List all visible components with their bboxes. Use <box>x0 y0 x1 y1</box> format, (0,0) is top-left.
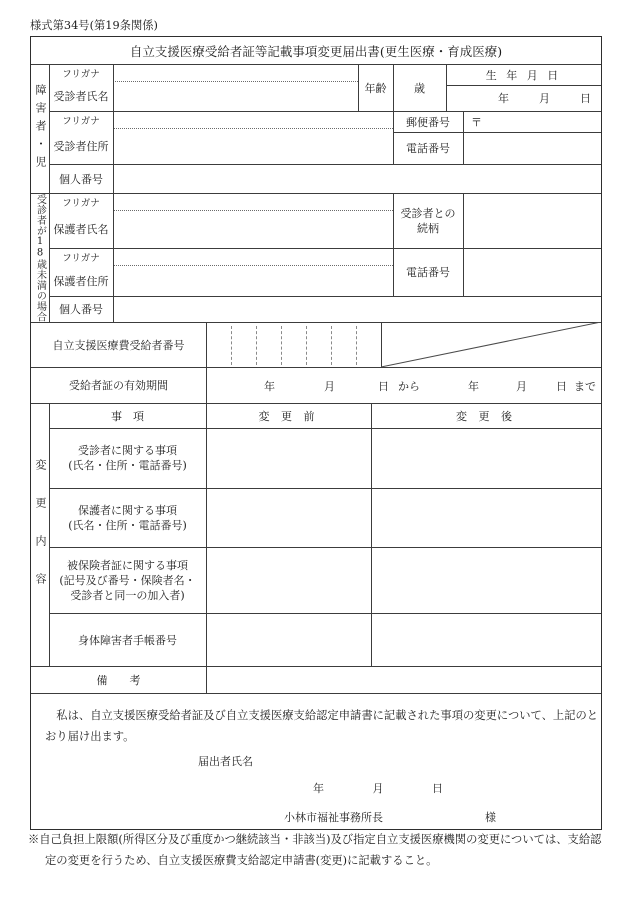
date-year-label: 年 <box>313 782 324 795</box>
patient-phone-label: 電話番号 <box>406 142 450 155</box>
guardian-address-label: 保護者住所 <box>53 274 109 288</box>
patient-address-label: 受診者住所 <box>53 140 109 153</box>
validity-input[interactable] <box>206 367 601 403</box>
form-title: 自立支援医療受給者証等記載事項変更届出書(更生医療・育成医療) <box>129 43 503 59</box>
change-row-insurance-label <box>49 547 206 613</box>
change-row-insurance-before-input[interactable] <box>206 547 371 613</box>
guardian-personal-number-label: 個人番号 <box>59 303 103 316</box>
change-row-guardian-label <box>49 488 206 547</box>
change-row-patient-before-input[interactable] <box>206 428 371 488</box>
side-label-patient-text: 障害者・児 <box>34 83 47 174</box>
relation-label-line2: 続柄 <box>417 221 439 235</box>
patient-furigana-label: フリガナ <box>62 68 100 80</box>
guardian-address-input[interactable] <box>113 265 393 296</box>
validity-month1: 月 <box>324 380 335 393</box>
patient-furigana-input[interactable] <box>113 64 358 81</box>
birthdate-input[interactable] <box>446 85 601 111</box>
declaration-line1: 私は、自立支援医療受給者証及び自立支援医療支給認定申請書に記載された事項の変更について、上記のと <box>45 709 599 722</box>
validity-year2: 年 <box>468 380 479 393</box>
patient-personal-number-label: 個人番号 <box>59 172 103 186</box>
patient-address-furigana-label: フリガナ <box>62 115 100 127</box>
form-table <box>30 36 602 830</box>
change-row-handbook-label: 身体障害者手帳番号 <box>78 633 177 647</box>
guardian-address-furigana-label: フリガナ <box>62 252 100 264</box>
side-label-guardian <box>31 193 49 322</box>
declaration-line2: おり届け出ます。 <box>45 730 135 743</box>
date-month-label: 月 <box>372 782 384 795</box>
guardian-personal-number-input[interactable] <box>113 296 601 322</box>
diagonal-strike <box>381 322 601 367</box>
relation-input[interactable] <box>463 193 601 248</box>
addressee-honorific: 様 <box>485 811 496 824</box>
footnote-line2: 定の変更を行うため、自立支援医療費支給認定申請書(変更)に記載すること。 <box>45 854 438 867</box>
guardian-address-furigana-input[interactable] <box>113 248 393 265</box>
remarks-input[interactable] <box>206 666 601 693</box>
guardian-name-input[interactable] <box>113 210 393 248</box>
guardian-furigana-label: フリガナ <box>62 197 100 209</box>
changes-header-before: 変 更 前 <box>258 409 319 423</box>
guardian-name-label: 保護者氏名 <box>53 223 109 236</box>
validity-year1: 年 <box>264 380 275 393</box>
validity-until: まで <box>574 380 596 393</box>
change-row-insurance-after-input[interactable] <box>371 547 601 613</box>
relation-label-line1: 受診者との <box>400 206 456 220</box>
remarks-label: 備 考 <box>96 673 141 687</box>
applicant-name-input[interactable] <box>271 747 571 769</box>
change-row-label-line: 受診者に関する事項 <box>78 444 177 457</box>
changes-header-item: 事 項 <box>111 409 144 423</box>
change-row-label-line: 保護者に関する事項 <box>78 503 177 517</box>
validity-label: 受給者証の有効期間 <box>69 379 168 392</box>
birth-month-label: 月 <box>539 92 550 105</box>
birth-year-label: 年 <box>498 92 509 105</box>
side-label-changes <box>31 403 49 666</box>
patient-name-label: 受診者氏名 <box>53 90 109 103</box>
side-label-changes-text: 変更内容 <box>34 458 47 611</box>
birthdate-label: 生 年 月 日 <box>485 68 562 82</box>
addressee-name: 小林市福祉事務所長 <box>284 811 383 824</box>
addressee-line <box>284 809 496 825</box>
line <box>31 693 601 694</box>
change-row-label-line: 受診者と同一の加入者) <box>70 588 185 602</box>
change-row-label-line: (氏名・住所・電話番号) <box>68 459 187 472</box>
validity-from: から <box>398 380 420 393</box>
form-code: 様式第34号(第19条関係) <box>30 19 158 32</box>
postal-code-label: 郵便番号 <box>406 115 450 129</box>
validity-month2: 月 <box>516 380 527 393</box>
side-label-guardian-text: 受診者が18歳未満の場合 <box>34 193 46 322</box>
applicant-name-label: 届出者氏名 <box>198 755 253 768</box>
guardian-phone-label: 電話番号 <box>406 266 450 279</box>
recipient-number-label: 自立支援医療費受給者番号 <box>52 338 185 352</box>
change-row-patient-label <box>49 428 206 488</box>
birth-day-label: 日 <box>580 92 591 105</box>
age-label: 年齢 <box>364 81 387 95</box>
change-row-label-line: (氏名・住所・電話番号) <box>68 518 187 532</box>
postal-mark: 〒 <box>471 115 482 129</box>
guardian-furigana-input[interactable] <box>113 193 393 210</box>
footnote-line1: ※自己負担上限額(所得区分及び重度かつ継続該当・非該当)及び指定自立支援医療機関の変更については、支給認 <box>28 833 602 846</box>
date-day-label: 日 <box>432 782 443 795</box>
declaration-date-input[interactable] <box>313 780 443 796</box>
changes-header-after: 変 更 後 <box>456 409 516 423</box>
change-row-patient-after-input[interactable] <box>371 428 601 488</box>
recipient-number-input[interactable] <box>206 322 381 367</box>
patient-address-furigana-input[interactable] <box>113 111 393 128</box>
change-row-guardian-before-input[interactable] <box>206 488 371 547</box>
validity-day1: 日 <box>378 380 389 393</box>
age-unit-label: 歳 <box>414 81 425 95</box>
side-label-patient <box>31 64 49 193</box>
patient-address-input[interactable] <box>113 128 393 164</box>
change-row-handbook-after-input[interactable] <box>371 613 601 666</box>
change-row-guardian-after-input[interactable] <box>371 488 601 547</box>
patient-personal-number-input[interactable] <box>113 164 601 193</box>
change-row-label-line: (記号及び番号・保険者名・ <box>59 573 196 587</box>
postal-code-input[interactable] <box>463 111 601 132</box>
relation-label <box>393 193 463 248</box>
validity-day2: 日 <box>556 380 567 393</box>
guardian-phone-input[interactable] <box>463 248 601 296</box>
patient-name-input[interactable] <box>113 81 358 111</box>
patient-phone-input[interactable] <box>463 132 601 164</box>
change-row-handbook-before-input[interactable] <box>206 613 371 666</box>
change-row-label-line: 被保険者証に関する事項 <box>67 558 188 572</box>
